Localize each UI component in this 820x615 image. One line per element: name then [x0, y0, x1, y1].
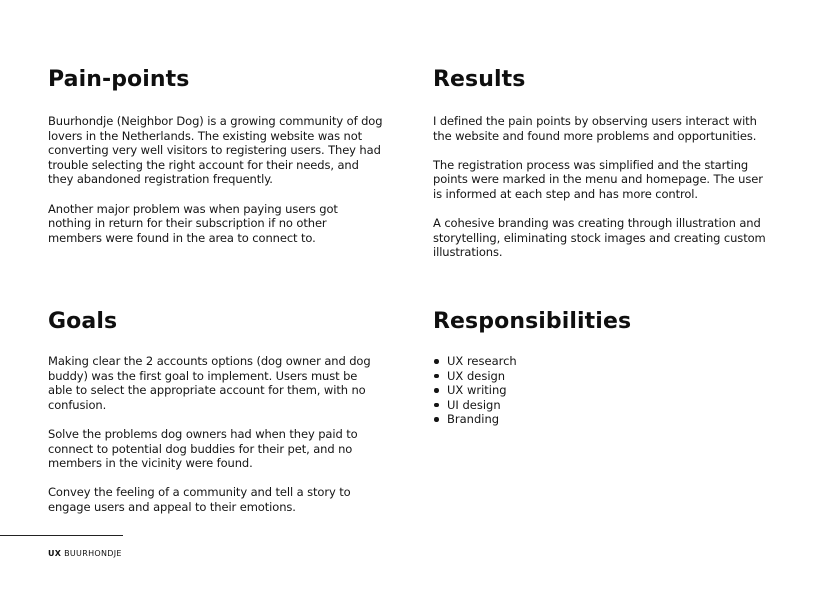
list-item [433, 412, 773, 427]
results-body [433, 114, 773, 260]
responsibilities-section [433, 309, 773, 427]
list-item-label: UX design [447, 368, 506, 383]
responsibilities-body [433, 354, 773, 427]
footer-project-name: BUURHONDJE [64, 549, 122, 558]
results-section [433, 67, 773, 260]
goals-section [48, 309, 383, 514]
list-item-label: UX writing [447, 383, 507, 398]
footer-label [48, 549, 122, 558]
list-item [433, 383, 773, 398]
bullet-icon [434, 374, 439, 379]
list-item [433, 369, 773, 384]
pain-points-section [48, 67, 383, 245]
goals-heading: Goals [48, 309, 118, 334]
pain-points-heading: Pain-points [48, 67, 190, 92]
pain-points-paragraph: Another major problem was when paying users got nothing in return for their subscription if no other members were found in the area to connect to. [48, 201, 338, 245]
goals-paragraph: Convey the feeling of a community and tell a story to engage users and appeal to their emotions. [48, 485, 351, 514]
responsibilities-heading: Responsibilities [433, 309, 632, 334]
list-item-label: UI design [447, 397, 501, 412]
pain-points-paragraph: Buurhondje (Neighbor Dog) is a growing community of dog lovers in the Netherlands. The existing website was not converting very well visitors to registering users. They had trouble selecting the right account for their needs, and they abandoned registration frequently. [48, 114, 383, 187]
results-paragraph: A cohesive branding was creating through illustration and storytelling, eliminating stock images and creating custom illustrations. [433, 216, 766, 260]
goals-paragraph: Making clear the 2 accounts options (dog owner and dog buddy) was the first goal to implement. Users must be able to select the appropriate account for them, with no confusion. [48, 354, 371, 412]
bullet-icon [434, 417, 439, 422]
goals-body [48, 354, 383, 515]
list-item [433, 398, 773, 413]
bullet-icon [434, 403, 439, 408]
pain-points-body [48, 114, 383, 245]
footer-prefix: UX [48, 549, 62, 558]
list-item-label: Branding [447, 412, 500, 427]
list-item-label: UX research [447, 354, 517, 368]
footer-divider [0, 535, 123, 536]
list-item [433, 354, 773, 369]
goals-paragraph: Solve the problems dog owners had when they paid to connect to potential dog buddies for their pet, and no members in the vicinity were found. [48, 426, 358, 471]
bullet-icon [434, 388, 439, 393]
results-paragraph: The registration process was simplified and the starting points were marked in the menu and homepage. The user is informed at each step and has more control. [433, 157, 763, 201]
results-heading: Results [433, 67, 526, 92]
responsibilities-list [433, 354, 773, 427]
bullet-icon [434, 359, 439, 364]
results-paragraph: I defined the pain points by observing users interact with the website and found more problems and opportunities. [433, 114, 757, 143]
